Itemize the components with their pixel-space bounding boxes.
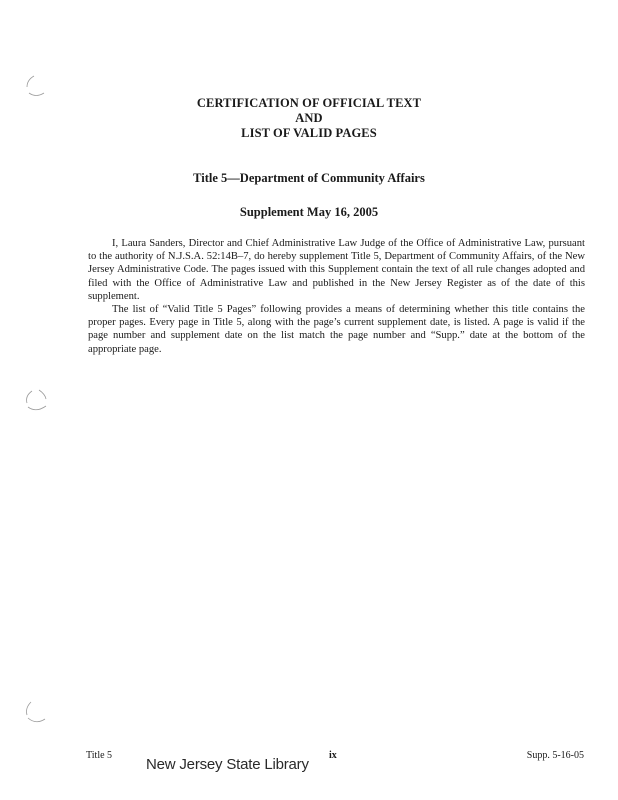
title-heading: Title 5—Department of Community Affairs [193,171,425,185]
punch-hole-mark [22,698,50,726]
supplement-date-heading: Supplement May 16, 2005 [239,205,379,219]
heading-line: CERTIFICATION OF OFFICIAL TEXT [196,96,422,110]
library-stamp: New Jersey State Library [146,756,309,773]
heading-line: AND [295,111,323,125]
paragraph-text: I, Laura Sanders, Director and Chief Administrative Law Judge of the Office of Administrative Law, pursuant to the authority of N.J.S.A. 52:14B–7, do hereby supplement Title 5, Department of Community Affairs, of the New Jersey Administrative Code. The pages issued with this Supplement contain the text of all rule changes adopted and filed with the Office of Administrative Law and published in the New Jersey Register as of the date of this supplement. [88,238,585,302]
page-number: ix [329,750,337,761]
paragraph-text: The list of “Valid Title 5 Pages” following provides a means of determining whether this title contains the proper pages. Every page in Title 5, along with the page’s current supplement date, is listed. A page is valid if the page number and supplement date on the list match the page number and “Supp.” date at the bottom of the appropriate page. [88,304,585,355]
footer-supplement-date: Supp. 5-16-05 [526,750,584,761]
certification-heading [0,96,618,141]
body-paragraph [88,303,585,356]
punch-hole-mark [22,386,50,414]
heading-line: LIST OF VALID PAGES [241,126,377,140]
body-paragraph [88,237,585,303]
footer-title: Title 5 [86,750,113,761]
